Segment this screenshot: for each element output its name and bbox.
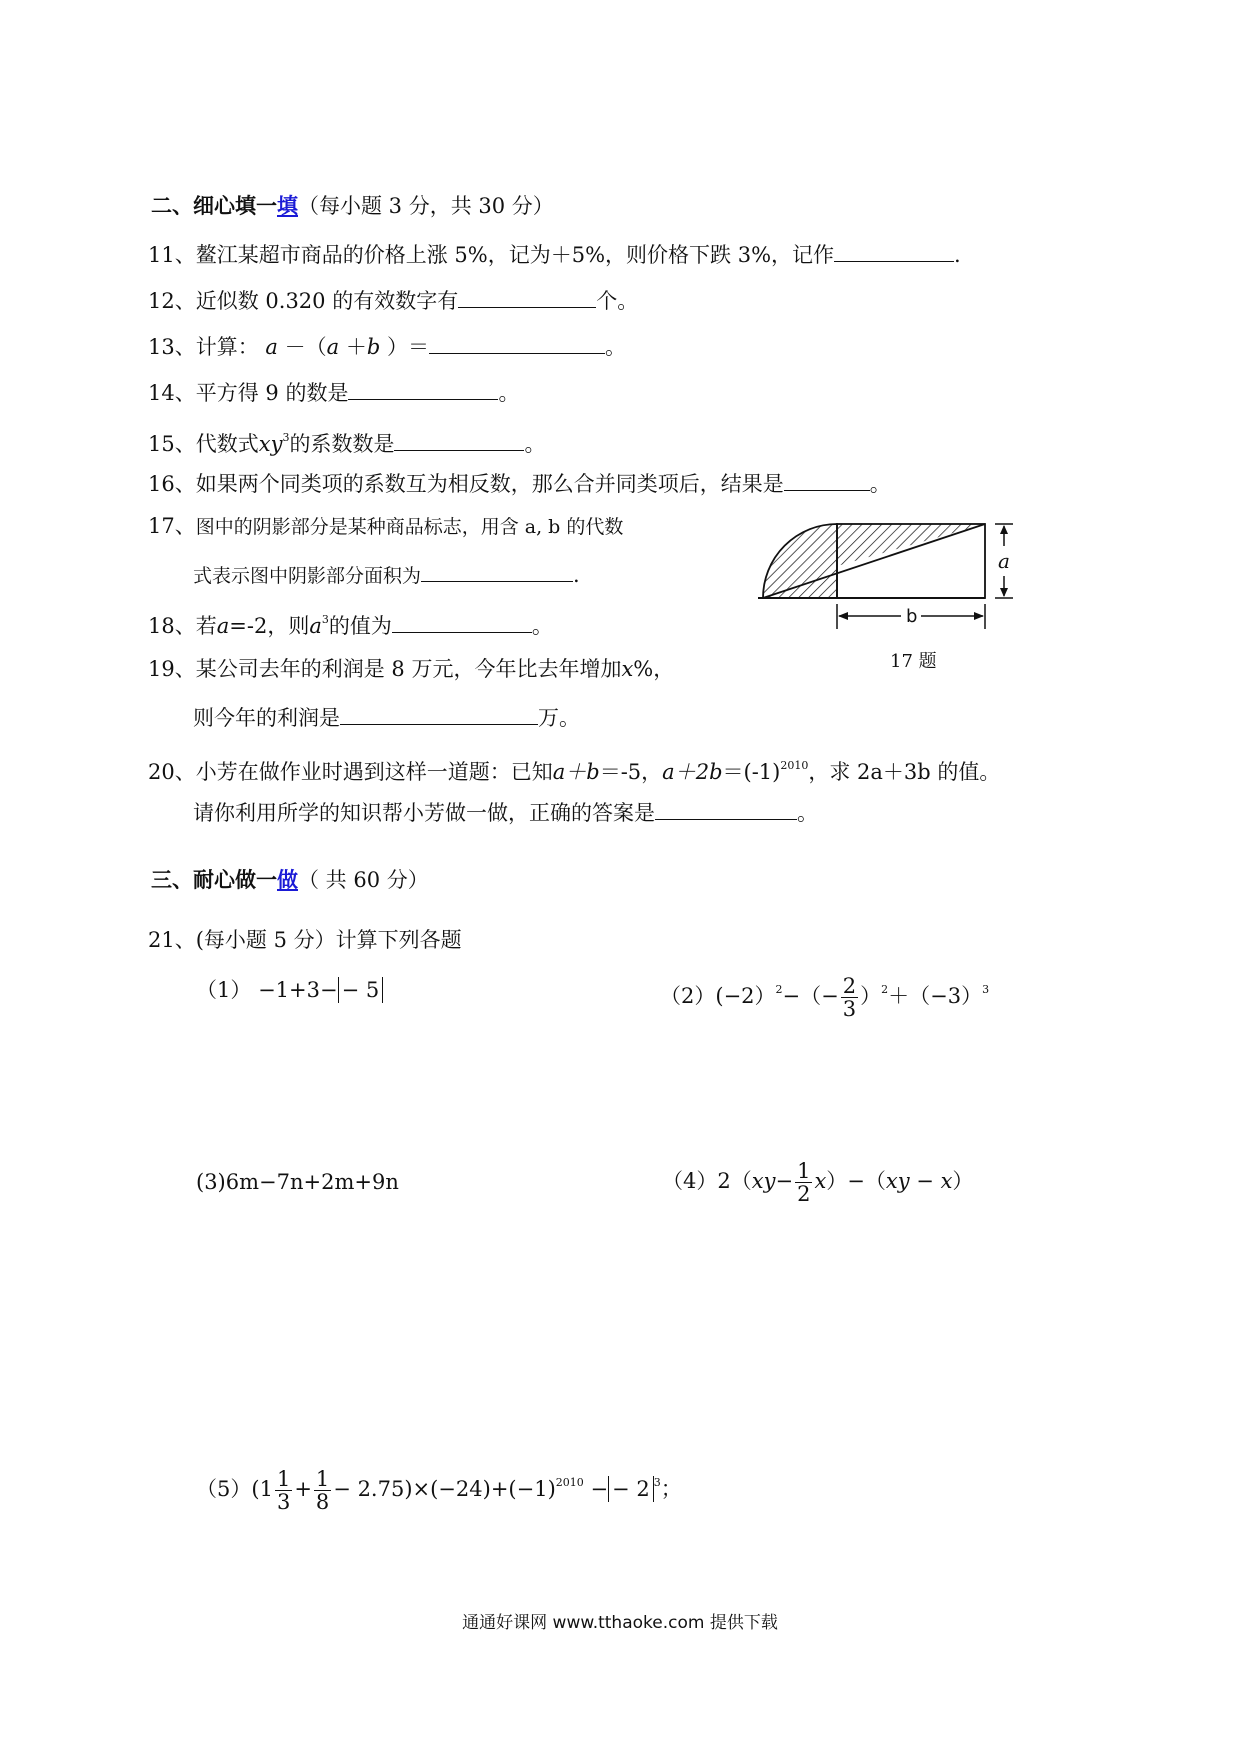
q21-p4-x2: x (940, 1169, 953, 1193)
q17-figure (755, 512, 1025, 672)
q21-p5-f2-num: 1 (315, 1467, 330, 1491)
q17-label-a: a (998, 549, 1010, 573)
q21-part1 (196, 975, 383, 1005)
q21-p2-frac-den: 3 (842, 997, 857, 1021)
question-17-line2 (193, 559, 580, 591)
question-13 (148, 331, 626, 362)
question-11 (148, 239, 961, 270)
q21-p2-plus: ＋（−3） (888, 984, 983, 1008)
q21-p4-x: x (814, 1169, 827, 1193)
q21-p5-minus: − (583, 1477, 609, 1501)
section3-title-text: 三、耐心做一 (151, 867, 277, 892)
q21-p2-c-exp: 3 (982, 983, 990, 996)
q13-pre: 计算： (195, 335, 259, 359)
question-14 (148, 377, 519, 408)
q21-p4-end: ） (952, 1169, 974, 1193)
q18-blank (392, 610, 532, 633)
question-19-line1 (148, 654, 674, 684)
question-20-line1 (148, 751, 1000, 787)
q19-end: 万。 (538, 706, 580, 730)
q21-p5-f1-den: 3 (276, 1490, 291, 1514)
q16-blank (784, 468, 870, 491)
q15-blank (394, 428, 524, 451)
q21-header: 21、(每小题 5 分）计算下列各题 (148, 928, 462, 952)
q17-shaded-triangle (837, 524, 985, 566)
q17-number: 17、 (148, 514, 196, 538)
q21-p1-label: （1） (196, 978, 252, 1002)
q21-p3-expr: (3)6m−7n+2m+9n (196, 1170, 399, 1194)
q19-line2: 则今年的利润是 (193, 706, 340, 730)
q21-part2 (660, 962, 990, 1021)
q21-p4-frac-num: 1 (797, 1159, 811, 1183)
q17-line1: 图中的阴影部分是某种商品标志，用含 a, b 的代数 (195, 516, 624, 538)
question-20-line2 (193, 797, 818, 828)
q21-p4-frac-den: 2 (797, 1182, 811, 1206)
q14-number: 14、 (148, 381, 196, 405)
question-19-line2 (193, 702, 580, 733)
q20-cond1-val: ＝-5， (599, 760, 663, 784)
q13-number: 13、 (148, 335, 196, 359)
q18-end: 。 (531, 614, 553, 638)
q21-p4-minus: − (775, 1169, 794, 1193)
q11-end: . (954, 243, 961, 267)
section2-title-link[interactable]: 填 (277, 193, 298, 218)
q15-post: 的系数数是 (289, 432, 395, 456)
q17-blank (421, 559, 573, 582)
q21-p5-abs: − 2 (608, 1476, 654, 1502)
q20-exponent: 2010 (780, 759, 809, 772)
q21-p4-xy: xy (751, 1169, 776, 1193)
q21-p4-xy2: xy (885, 1169, 910, 1193)
q21-p5-label: （5） (196, 1477, 252, 1501)
section3-title (151, 865, 429, 895)
q21-p4-fraction (795, 1160, 812, 1205)
q15-end: 。 (524, 432, 546, 456)
q12-number: 12、 (148, 289, 196, 313)
q20-ask: ，求 2a＋3b 的值。 (808, 760, 1001, 784)
q21-part5 (196, 1455, 682, 1514)
q21-p5-rest: − 2.75)×(−24)+(−1) (333, 1477, 556, 1501)
q13-end: 。 (605, 335, 626, 359)
question-21-header (148, 925, 462, 955)
q20-cond2-eq: ＝(-1) (722, 760, 781, 784)
question-12 (148, 285, 638, 316)
q11-number: 11、 (148, 243, 196, 267)
q13-plus: ＋ (339, 335, 367, 359)
q17-quarter-circle (763, 524, 837, 598)
q21-p2-b-exp: 2 (881, 983, 889, 996)
section2-title-note: （每小题 3 分，共 30 分） (298, 194, 554, 218)
q20-cond2: a (662, 760, 675, 784)
q21-p1-expr: −1+3− (258, 978, 338, 1002)
q19-line1: 某公司去年的利润是 8 万元，今年比去年增加 (195, 657, 622, 681)
q17-label-b: b (906, 606, 918, 627)
q15-var: xy (258, 432, 283, 456)
q21-p2-a: (−2） (715, 984, 776, 1008)
q18-post: 的值为 (328, 614, 392, 638)
q13-post: ）＝ (380, 335, 429, 359)
question-18 (148, 605, 553, 641)
q14-text: 平方得 9 的数是 (195, 381, 349, 405)
q21-p2-a-exp: 2 (775, 983, 783, 996)
q18-var-a: a (216, 614, 230, 638)
q21-p2-label: （2） (660, 984, 716, 1008)
section3-title-link[interactable]: 做 (277, 867, 298, 892)
q20-end: 。 (797, 801, 818, 825)
q21-p1-abs: − 5 (338, 977, 384, 1003)
page-footer: 通通好课网 www.tthaoke.com 提供下载 (462, 1613, 778, 1633)
q21-p5-f2-den: 8 (315, 1490, 330, 1514)
q21-p4-mid: ）−（ (826, 1169, 886, 1193)
q12-end: 个。 (596, 289, 639, 313)
q18-pre: 若 (195, 614, 217, 638)
q15-exponent: 3 (282, 431, 290, 444)
q14-end: 。 (498, 381, 520, 405)
q21-p2-minus: −（− (782, 984, 839, 1008)
q16-end: 。 (869, 472, 891, 496)
q11-text: 鳌江某超市商品的价格上涨 5%，记为＋5%，则价格下跌 3%，记作 (195, 243, 835, 267)
q21-p5-abs-exp: 3 (653, 1476, 661, 1489)
q21-p5-f1-num: 1 (276, 1467, 291, 1491)
q20-cond2-rest: ＋2b (674, 760, 723, 784)
q13-var-a: a (265, 335, 278, 359)
q17-caption: 17 题 (890, 651, 937, 672)
question-15 (148, 423, 545, 459)
q19-number: 19、 (148, 657, 196, 681)
q13-var-b: b (366, 335, 381, 359)
q18-eq: =-2，则 (229, 614, 310, 638)
q21-p4-label: （4） (662, 1169, 718, 1193)
q21-p4-minus2: − (909, 1169, 941, 1193)
section3-title-note: （ 共 60 分） (298, 868, 429, 892)
q17-line2: 式表示图中阴影部分面积为 (193, 565, 422, 587)
q21-p5-fraction1 (275, 1468, 292, 1513)
q20-number: 20、 (148, 760, 196, 784)
q20-line1-pre: 小芳在做作业时遇到这样一道题：已知 (195, 760, 553, 784)
section2-title (151, 191, 554, 221)
q14-blank (348, 377, 498, 400)
q21-p5-open: (1 (251, 1477, 273, 1501)
q15-pre: 代数式 (195, 432, 259, 456)
question-17-line1 (148, 511, 623, 542)
q18-number: 18、 (148, 614, 196, 638)
q19-var-x: x (621, 657, 634, 681)
q16-text: 如果两个同类项的系数互为相反数，那么合并同类项后，结果是 (195, 472, 784, 496)
q21-part4 (662, 1153, 973, 1209)
q21-p5-plus: + (294, 1477, 312, 1501)
q19-blank (340, 702, 538, 725)
q21-p5-exp: 2010 (555, 1476, 584, 1489)
q21-p5-fraction2 (314, 1468, 331, 1513)
question-16 (148, 468, 891, 499)
q12-text: 近似数 0.320 的有效数字有 (195, 289, 459, 313)
q21-p2-fraction (841, 975, 858, 1020)
q21-p2-frac-num: 2 (842, 974, 857, 998)
q21-p5-end: ； (660, 1477, 682, 1501)
q19-percent: %， (633, 657, 675, 681)
q13-minus-paren: －（ (277, 335, 327, 359)
q15-number: 15、 (148, 432, 196, 456)
q18-exponent: 3 (321, 613, 329, 626)
q11-blank (834, 239, 954, 262)
q21-p4-pre: 2（ (717, 1169, 752, 1193)
section2-title-text: 二、细心填一 (151, 193, 277, 218)
q18-var-a2: a (309, 614, 322, 638)
q12-blank (458, 285, 596, 308)
q20-blank (655, 797, 797, 820)
q21-part3 (196, 1167, 399, 1197)
q20-line2: 请你利用所学的知识帮小芳做一做，正确的答案是 (193, 801, 655, 825)
q13-blank (429, 331, 605, 354)
q20-cond1: a＋b (552, 760, 600, 784)
q16-number: 16、 (148, 472, 196, 496)
q17-end: . (573, 563, 580, 587)
q13-var-a2: a (326, 335, 340, 359)
q21-p2-b: ） (860, 984, 882, 1008)
